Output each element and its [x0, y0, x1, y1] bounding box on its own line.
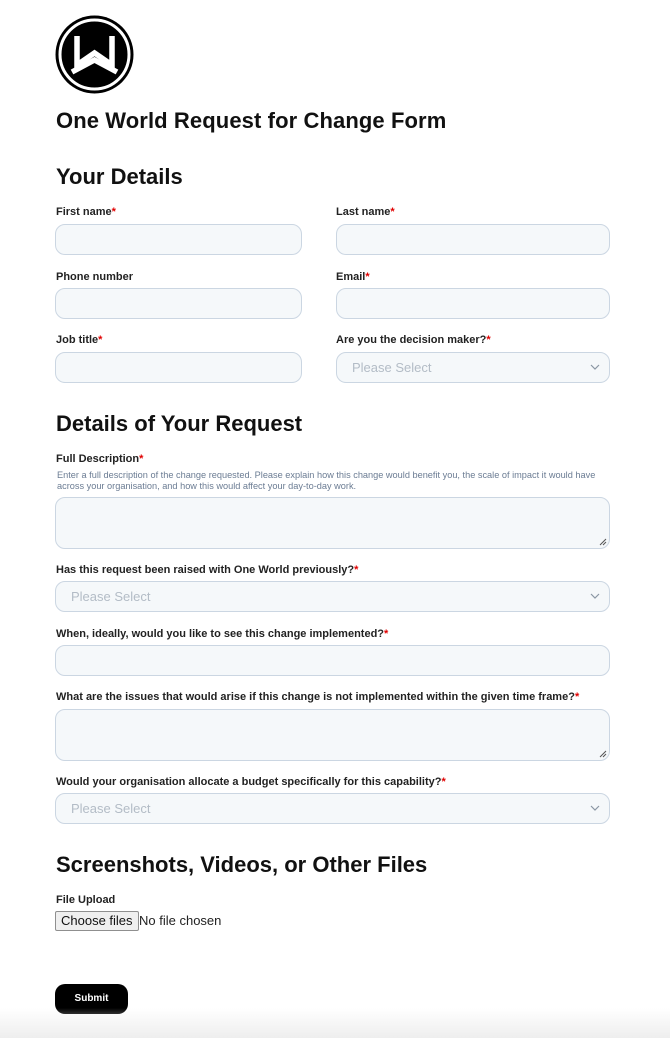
resize-grip-icon[interactable] [598, 537, 607, 546]
decision-maker-label: Are you the decision maker?* [336, 334, 491, 346]
your-details-heading: Your Details [56, 164, 183, 189]
budget-label: Would your organisation allocate a budget specifically for this capability?* [56, 776, 446, 788]
files-heading: Screenshots, Videos, or Other Files [56, 852, 428, 877]
one-world-logo [55, 15, 134, 94]
raised-previously-value: Please Select [71, 589, 151, 604]
required-marker: * [139, 453, 144, 465]
file-status-text: No file chosen [139, 913, 222, 928]
required-marker: * [98, 334, 103, 346]
job-title-field[interactable] [55, 352, 302, 383]
chevron-down-icon [590, 805, 600, 812]
last-name-field[interactable] [336, 224, 610, 255]
page-bottom-fade [0, 1008, 670, 1038]
decision-maker-value: Please Select [352, 360, 432, 375]
required-marker: * [111, 206, 116, 218]
required-marker: * [486, 334, 491, 346]
chevron-down-icon [590, 364, 600, 371]
form-title: One World Request for Change Form [56, 108, 447, 133]
full-description-textarea[interactable] [55, 497, 610, 549]
resize-grip-icon[interactable] [598, 749, 607, 758]
request-details-heading: Details of Your Request [56, 411, 303, 436]
raised-previously-select[interactable] [55, 581, 610, 612]
job-title-label: Job title* [56, 334, 103, 346]
first-name-label: First name* [56, 206, 116, 218]
last-name-label: Last name* [336, 206, 395, 218]
budget-select[interactable] [55, 793, 610, 824]
required-marker: * [574, 691, 580, 703]
email-label: Email* [336, 271, 370, 283]
decision-maker-select[interactable] [336, 352, 610, 383]
required-marker: * [441, 776, 446, 788]
implementation-label: When, ideally, would you like to see this change implemented?* [56, 628, 389, 640]
full-description-help: Enter a full description of the change requested. Please explain how this change would benefit you, the scale of impact it would have across your organisation, and how this would affect your day-to-day work. [57, 470, 596, 491]
choose-files-button[interactable]: Choose files [55, 911, 139, 931]
required-marker: * [365, 271, 370, 283]
required-marker: * [354, 564, 359, 576]
phone-field[interactable] [55, 288, 302, 319]
issues-label: What are the issues that would arise if this change is not implemented within the given time frame?* [56, 691, 580, 703]
file-upload-label: File Upload [56, 894, 116, 906]
email-field[interactable] [336, 288, 610, 319]
chevron-down-icon [590, 593, 600, 600]
required-marker: * [390, 206, 395, 218]
implementation-field[interactable] [55, 645, 610, 676]
issues-textarea[interactable] [55, 709, 610, 761]
budget-value: Please Select [71, 801, 151, 816]
required-marker: * [384, 628, 389, 640]
phone-label: Phone number [56, 271, 134, 283]
submit-button[interactable]: Submit [55, 984, 128, 1014]
first-name-field[interactable] [55, 224, 302, 255]
raised-previously-label: Has this request been raised with One World previously?* [56, 564, 359, 576]
full-description-label: Full Description* [56, 453, 144, 465]
